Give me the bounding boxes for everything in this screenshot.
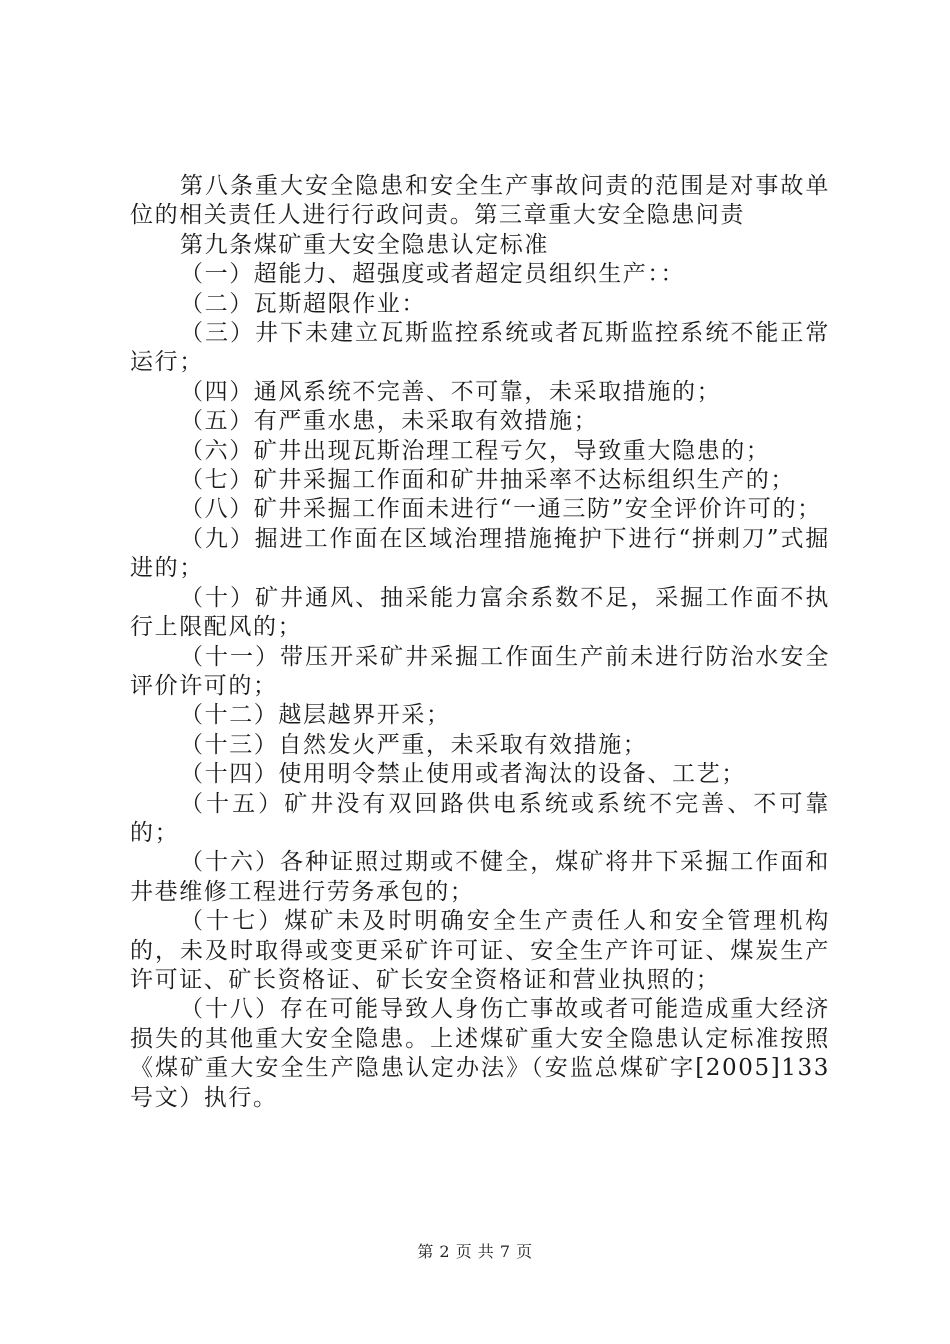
paragraph: （十四）使用明令禁止使用或者淘汰的设备、工艺； bbox=[180, 761, 746, 788]
paragraph: （十六）各种证照过期或不健全，煤矿将井下采掘工作面和井巷维修工程进行劳务承包的； bbox=[130, 849, 830, 905]
paragraph: （六）矿井出现瓦斯治理工程亏欠，导致重大隐患的； bbox=[180, 437, 771, 464]
document-body bbox=[130, 172, 830, 1113]
page-number-footer: 第 2 页 共 7 页 bbox=[417, 1242, 533, 1261]
paragraph: （四）通风系统不完善、不可靠，未采取措施的； bbox=[180, 378, 722, 405]
paragraph: （七）矿井采掘工作面和矿井抽采率不达标组织生产的； bbox=[180, 467, 795, 494]
paragraph: （十）矿井通风、抽采能力富余系数不足，采掘工作面不执行上限配风的； bbox=[130, 584, 830, 641]
paragraph: （一）超能力、超强度或者超定员组织生产：： bbox=[180, 261, 686, 288]
paragraph: 第九条煤矿重大安全隐患认定标准 bbox=[180, 231, 549, 258]
paragraph: （三）井下未建立瓦斯监控系统或者瓦斯监控系统不能正常运行； bbox=[130, 320, 830, 376]
paragraph: （十七）煤矿未及时明确安全生产责任人和安全管理机构的，未及时取得或变更采矿许可证、安全生产许可证、煤炭生产许可证、矿长资格证、矿长安全资格证和营业执照的； bbox=[130, 908, 830, 993]
paragraph: （十一）带压开采矿井采掘工作面生产前未进行防治水安全评价许可的； bbox=[130, 643, 830, 699]
paragraph: （五）有严重水患，未采取有效措施； bbox=[180, 408, 599, 435]
paragraph: （十五）矿井没有双回路供电系统或系统不完善、不可靠的； bbox=[130, 790, 830, 846]
paragraph: （十二）越层越界开采； bbox=[180, 702, 451, 729]
paragraph: （十八）存在可能导致人身伤亡事故或者可能造成重大经济损失的其他重大安全隐患。上述煤矿重大安全隐患认定标准按照《煤矿重大安全生产隐患认定办法》（安监总煤矿字[2005]133号文）执行。 bbox=[130, 996, 830, 1111]
paragraph: （十三）自然发火严重，未采取有效措施； bbox=[180, 731, 648, 758]
paragraph: （二）瓦斯超限作业： bbox=[180, 290, 426, 317]
paragraph: （八）矿井采掘工作面未进行“一通三防”安全评价许可的； bbox=[180, 496, 822, 523]
paragraph: （九）掘进工作面在区域治理措施掩护下进行“拼刺刀”式掘进的； bbox=[130, 525, 830, 582]
paragraph: 第八条重大安全隐患和安全生产事故问责的范围是对事故单位的相关责任人进行行政问责。第三章重大安全隐患问责 bbox=[130, 173, 830, 229]
